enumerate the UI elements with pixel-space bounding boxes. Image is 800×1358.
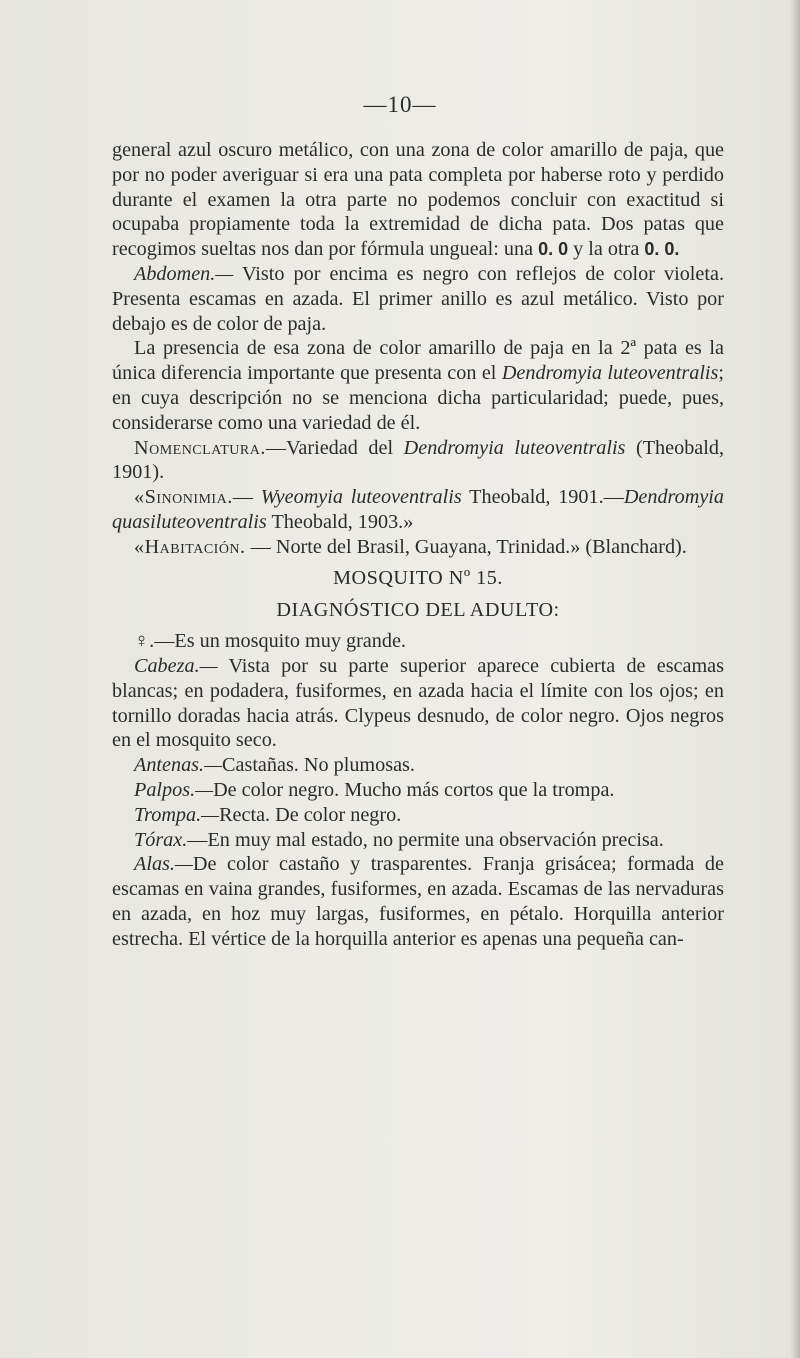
paragraph-synonymy: [112, 485, 724, 535]
paragraph-proboscis: [112, 803, 724, 828]
section-heading-mosquito: [112, 566, 724, 591]
wings-text: De color castaño y trasparentes. Franja grisácea; formada de escamas en vaina grandes, fusiformes, en azada. Escamas de las nervaduras en azada, en hoz muy largas, fusiformes, en pétalo. Horquilla anterior estrecha. El vértice de la horquilla anterior es apenas una pequeña can-: [112, 853, 724, 950]
synonymy-species-2: Dendromyia quasiluteoventralis: [112, 486, 724, 533]
paragraph-head: [112, 654, 724, 753]
paragraph-difference: [112, 336, 724, 435]
section-subheading-diagnosis: [112, 598, 724, 623]
thorax-label: Tórax.: [134, 828, 188, 851]
proboscis-text: Recta. De color negro.: [219, 803, 402, 826]
paragraph-abdomen: [112, 262, 724, 336]
page-edge-shadow: [790, 0, 800, 1358]
paragraph-nomenclature: [112, 436, 724, 486]
paragraph-habitat: [112, 535, 724, 560]
palps-label: Palpos.—: [134, 778, 214, 801]
ungual-formula-2: 0. 0.: [644, 239, 680, 260]
habitat-text: — Norte del Brasil, Guayana, Trinidad.» (Blanchard).: [250, 535, 687, 558]
nomenclature-text-b: (Theobald, 1901).: [112, 436, 725, 484]
body-text: [112, 138, 724, 952]
difference-text-b: ; en cuya descripción no se menciona dicha particularidad; puede, pues, considerarse como una variedad de él.: [112, 362, 725, 434]
synonymy-text-c: Theobald, 1903.»: [271, 510, 414, 533]
heading-diagnosis: DIAGNÓSTICO DEL ADULTO:: [276, 599, 560, 622]
paragraph-antennae: [112, 753, 724, 778]
thorax-text: —En muy mal estado, no permite una observación precisa.: [187, 828, 664, 851]
habitat-label: «Habitación.: [134, 535, 246, 558]
nomenclature-label: Nomenclatura.: [134, 436, 266, 459]
difference-text-a: La presencia de esa zona de color amarillo de paja en la 2ª pata es la única diferencia importante que presenta con el: [112, 337, 724, 385]
synonymy-species-1: Wyeomyia luteoventralis: [260, 486, 462, 509]
heading-mosquito-15: MOSQUITO Nº 15.: [333, 566, 503, 589]
head-label: Cabeza.—: [134, 654, 218, 677]
intro-text: .—Es un mosquito muy grande.: [149, 630, 406, 653]
paragraph-leg-description: [112, 138, 724, 262]
leg-description-mid: y la otra: [573, 238, 640, 261]
wings-label: Alas.—: [134, 853, 193, 876]
nomenclature-text-a: —Variedad del: [265, 436, 394, 459]
head-text: Vista por su parte superior aparece cubierta de escamas blancas; en podadera, fusiformes, en azada hacia el límite con los ojos; en tornillo doradas hacia atrás. Clypeus desnudo, de color negro. Ojos negros en el mosquito seco.: [112, 654, 724, 752]
antennae-label: Antenas.—: [134, 754, 223, 777]
female-symbol-icon: ♀: [134, 630, 150, 653]
paragraph-palps: [112, 778, 724, 803]
difference-species: Dendromyia luteoventralis: [501, 362, 719, 385]
leg-description-text: general azul oscuro metálico, con una zona de color amarillo de paja, que por no poder averiguar si era una pata completa por haberse roto y perdido durante el examen la otra parte no podemos concluir con exactitud si ocupaba propiamente toda la extremidad de dicha pata. Dos patas que recogimos sueltas nos dan por fórmula ungueal: una: [112, 139, 724, 261]
antennae-text: Castañas. No plumosas.: [222, 754, 415, 777]
paragraph-wings: [112, 852, 724, 951]
palps-text: De color negro. Mucho más cortos que la trompa.: [213, 778, 615, 801]
ungual-formula-1: 0. 0: [538, 239, 569, 260]
abdomen-text: Visto por encima es negro con reflejos de color violeta. Presenta escamas en azada. El primer anillo es azul metálico. Visto por debajo es de color de paja.: [112, 262, 724, 335]
nomenclature-species: Dendromyia luteoventralis: [403, 436, 626, 459]
abdomen-label: Abdomen.—: [134, 262, 234, 285]
synonymy-dash: —: [232, 486, 253, 509]
page-number: —10—: [363, 92, 437, 117]
proboscis-label: Trompa.—: [134, 803, 220, 826]
paragraph-thorax: [112, 828, 724, 853]
paragraph-intro: [112, 629, 724, 654]
synonymy-text-b: Theobald, 1901.—: [469, 486, 624, 509]
synonymy-label: «Sinonimia.: [134, 486, 233, 509]
